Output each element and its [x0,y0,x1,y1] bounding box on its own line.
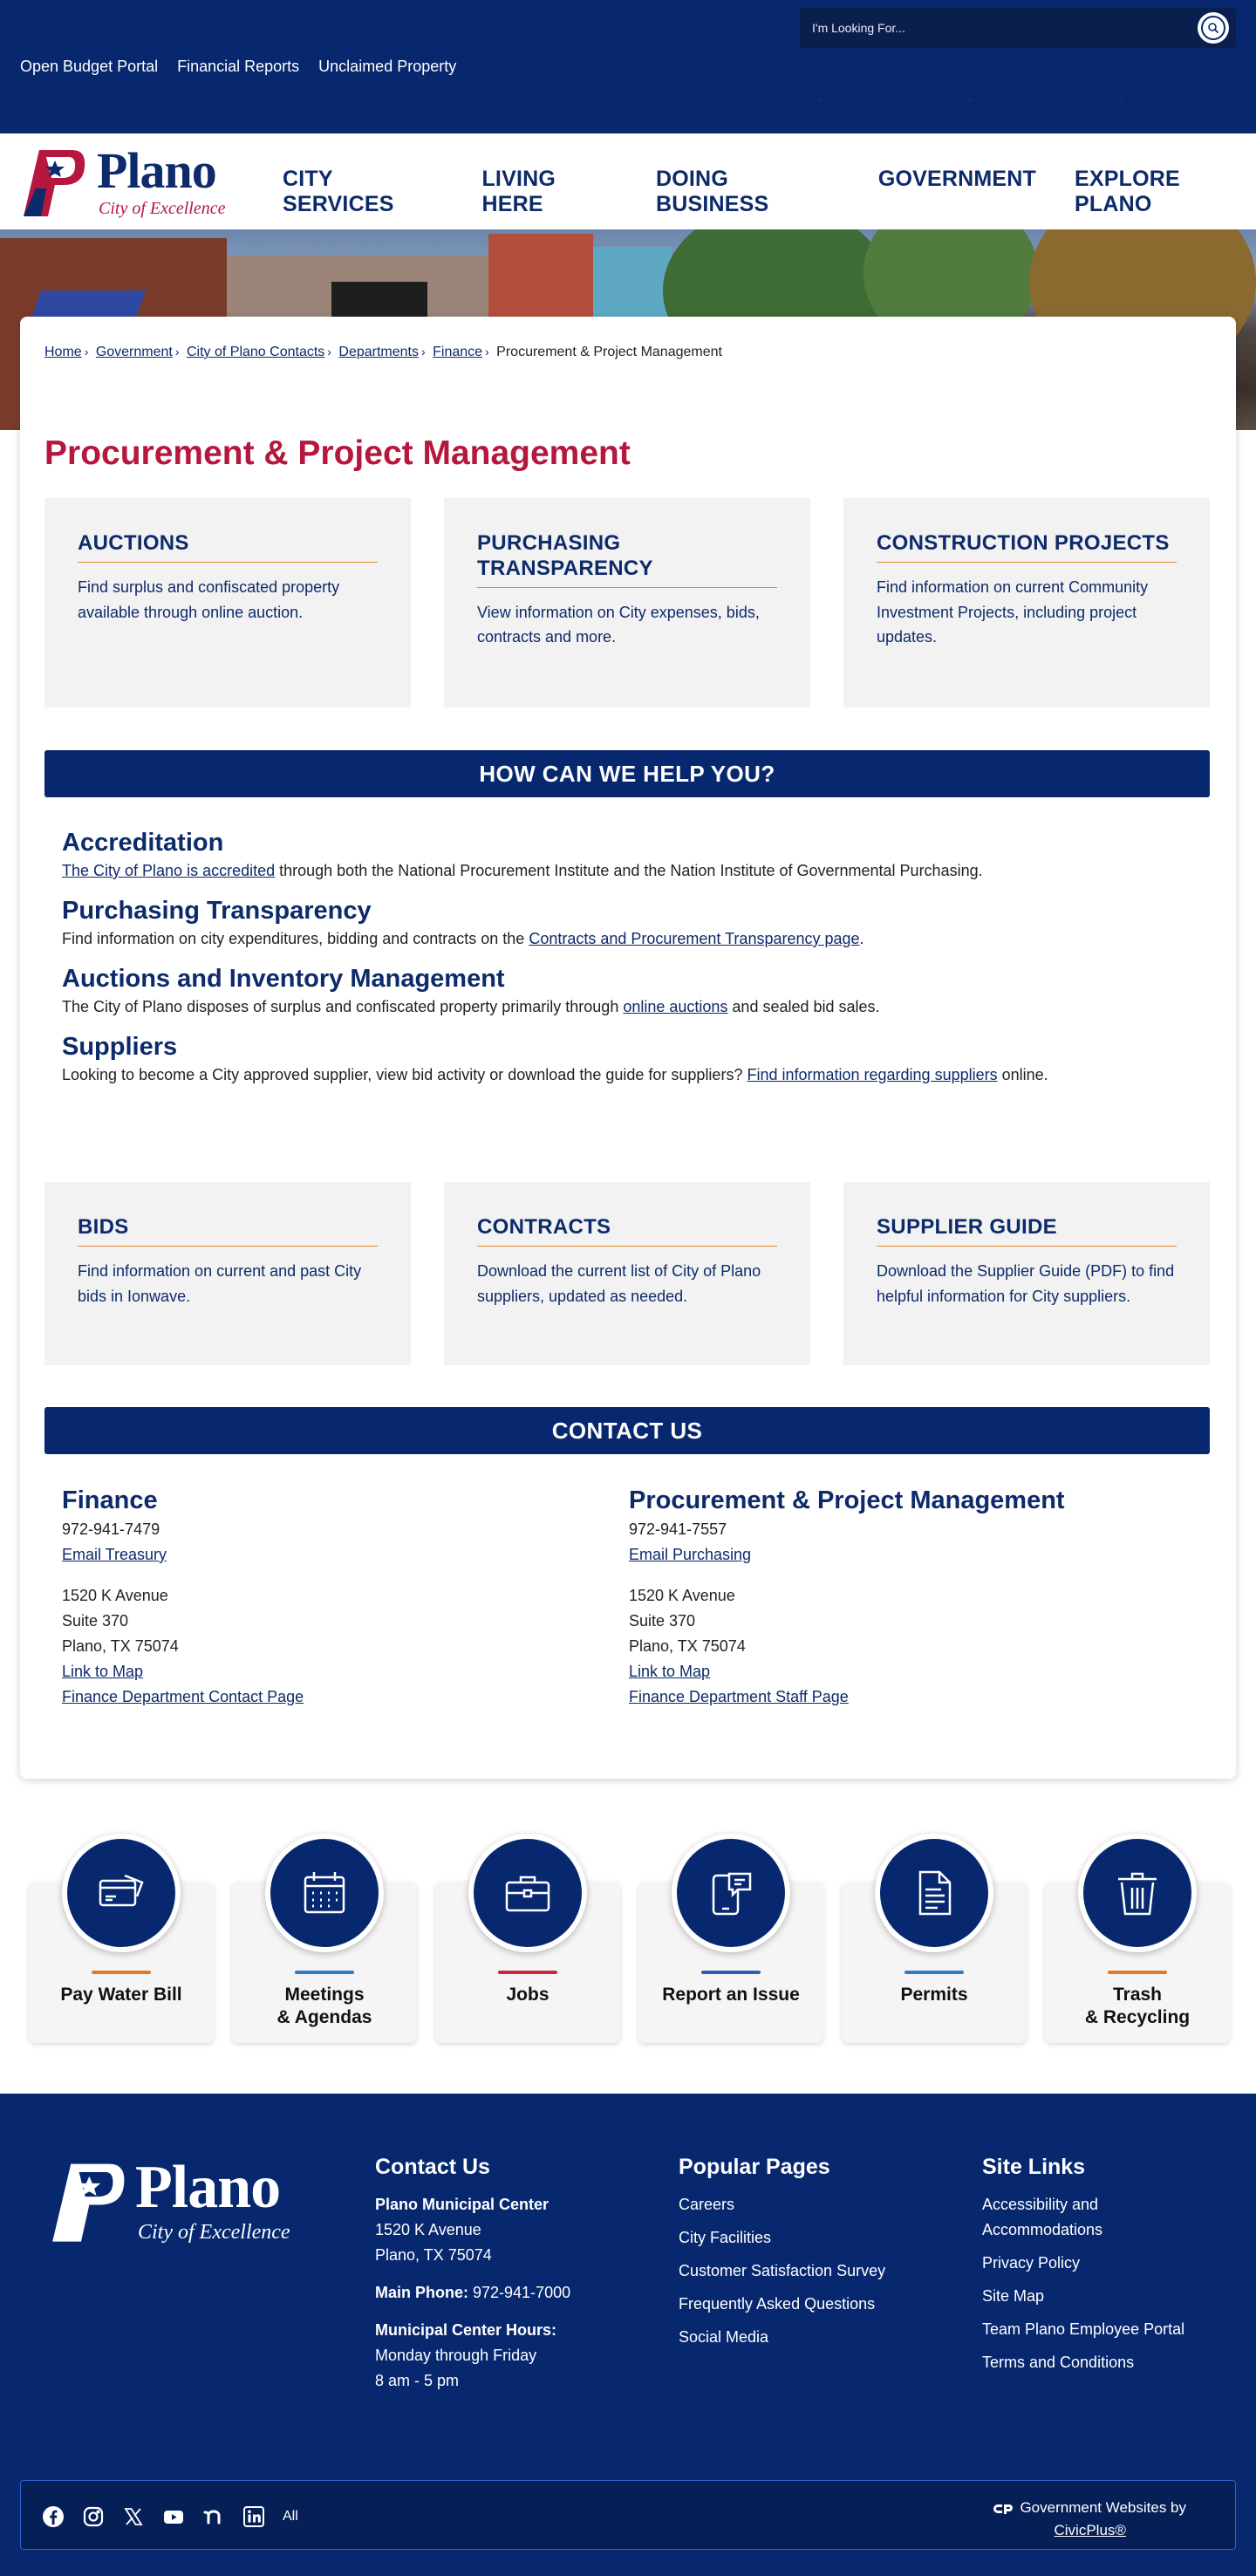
document-icon [906,1865,962,1921]
quick-link-label: Meetings & Agendas [276,1985,372,2028]
quick-link-rule [904,1971,964,1974]
breadcrumb-home[interactable]: Home [44,345,82,359]
quick-link-label: Permits [900,1985,968,2005]
city-facilities-link[interactable]: City Facilities [679,2229,772,2246]
phone-chat-icon [703,1865,759,1921]
accredited-link[interactable]: The City of Plano is accredited [62,861,276,879]
finance-staff-page-link[interactable]: Finance Department Staff Page [629,1687,849,1705]
text-fragment: Looking to become a City approved supplier, view bid activity or download the guide for suppliers? [62,1065,747,1083]
suppliers-text [62,1063,1196,1086]
contact-phone: 972-941-7557 [629,1520,727,1538]
privacy-policy-link[interactable]: Privacy Policy [982,2254,1081,2272]
address-line: Suite 370 [62,1611,129,1630]
site-footer [0,2094,1256,2576]
finance-contact-page-link[interactable]: Finance Department Contact Page [62,1687,304,1705]
quick-link-rule [701,1971,761,1974]
breadcrumb-departments[interactable]: Departments [338,345,419,359]
quick-link-label: Jobs [506,1985,550,2005]
report-an-issue-link[interactable] [638,1834,823,2043]
open-budget-portal-link[interactable]: Open Budget Portal [20,58,159,75]
feature-cards-top [44,498,1210,707]
card-title: AUCTIONS [78,531,378,563]
text-fragment: . [859,929,864,947]
card-description: Find information on current Community Investment Projects, including project updates. [877,577,1149,646]
accreditation-text [62,859,1196,882]
purchasing-transparency-text [62,927,1196,950]
text-fragment: and sealed bid sales. [727,997,880,1015]
pay-water-bill-link[interactable] [29,1834,213,2043]
auctions-inventory-text [62,995,1196,1018]
footer-logo-wordmark: Plano [135,2154,281,2221]
nav-doing-business[interactable]: DOING BUSINESS [656,167,769,216]
civicplus-logo-icon [993,2503,1014,2515]
email-purchasing-link[interactable]: Email Purchasing [629,1545,752,1563]
online-auctions-link[interactable]: online auctions [623,997,728,1015]
suppliers-item [62,1034,1196,1086]
footer-bottom-bar [20,2480,1236,2550]
help-heading-bar [44,750,1210,797]
quick-link-circle[interactable] [468,1834,587,1952]
jobs-link[interactable] [435,1834,619,2043]
breadcrumb-separator: › [485,345,489,359]
address-line: 1520 K Avenue [62,1586,168,1604]
site-header [0,133,1256,229]
quick-link-rule [1108,1971,1167,1974]
employee-portal-link[interactable]: Team Plano Employee Portal [982,2320,1185,2338]
footer-contact [375,2155,570,2394]
breadcrumb-government[interactable]: Government [95,345,173,359]
search-box [800,8,1236,48]
card-title: CONTRACTS [477,1215,777,1247]
municipal-center-name: Plano Municipal Center [375,2196,550,2213]
card-title: CONSTRUCTION PROJECTS [877,531,1177,563]
all-social-link[interactable]: All [283,2509,298,2524]
quick-link-rule [295,1971,354,1974]
quick-link-circle[interactable] [875,1834,993,1952]
page-title: Procurement & Project Management [44,434,631,472]
footer-logo-tagline: City of Excellence [138,2221,290,2244]
social-links [42,2505,298,2528]
footer-address: Plano, TX 75074 [375,2246,492,2264]
address-line: Plano, TX 75074 [62,1636,179,1655]
suppliers-heading: Suppliers [62,1032,178,1061]
accessibility-link[interactable]: Accessibility and Accommodations [982,2196,1103,2238]
help-section [62,830,1196,1102]
accreditation-item [62,830,1196,882]
card-title: SUPPLIER GUIDE [877,1215,1177,1247]
trash-can-icon [1109,1865,1165,1921]
quick-link-circle[interactable] [672,1834,790,1952]
logo-tagline: City of Excellence [99,199,226,218]
text-fragment: online. [997,1065,1048,1083]
search-button[interactable] [1198,12,1229,44]
contact-heading-bar [44,1407,1210,1454]
utility-links [20,58,456,76]
bids-card[interactable] [44,1182,411,1365]
instagram-icon[interactable] [82,2505,105,2528]
card-description: Find surplus and confiscated property available through online auction. [78,577,340,621]
auctions-card[interactable] [44,498,411,707]
site-links-title: Site Links [982,2155,1086,2179]
nav-city-services[interactable]: CITY SERVICES [283,167,394,216]
card-description: Find information on current and past City bids in Ionwave. [78,1261,362,1305]
supplier-guide-card[interactable] [843,1182,1210,1365]
decorative-dot [1118,98,1123,102]
quick-link-label: Report an Issue [662,1985,800,2005]
hours-label: Municipal Center Hours: [375,2321,557,2339]
auctions-inventory-heading: Auctions and Inventory Management [62,964,505,993]
feature-cards-bottom [44,1182,1210,1365]
contact-heading: CONTACT US [551,1417,703,1444]
transparency-page-link[interactable]: Contracts and Procurement Transparency page [529,929,860,947]
quick-link-circle[interactable] [265,1834,384,1952]
utility-bar [0,0,1256,133]
briefcase-icon [500,1865,556,1921]
text-fragment: The City of Plano disposes of surplus and confiscated property primarily through [62,997,624,1015]
permits-link[interactable] [842,1834,1026,2043]
hero-awning [331,282,427,317]
purchasing-transparency-card[interactable] [444,498,810,707]
civicplus-credit [993,2497,1186,2542]
satisfaction-survey-link[interactable]: Customer Satisfaction Survey [679,2262,886,2279]
contact-name: Procurement & Project Management [629,1486,1065,1514]
card-description: Download the current list of City of Plano suppliers, updated as needed. [477,1261,761,1305]
nav-explore-plano[interactable]: EXPLORE PLANO [1075,167,1180,216]
breadcrumb-separator: › [174,345,180,359]
breadcrumb-finance[interactable]: Finance [433,345,483,359]
plano-logo[interactable] [20,143,238,222]
help-heading: HOW CAN WE HELP YOU? [479,760,775,787]
gov-websites-by: Government Websites by [993,2497,1186,2519]
quick-link-label: Pay Water Bill [60,1985,182,2005]
card-title: BIDS [78,1215,378,1247]
calendar-icon [297,1865,352,1921]
purchasing-transparency-item [62,898,1196,950]
trash-recycling-link[interactable] [1045,1834,1229,2043]
quick-links [29,1834,1229,2043]
x-icon[interactable] [122,2505,145,2528]
contracts-card[interactable] [444,1182,810,1365]
breadcrumb-contacts[interactable]: City of Plano Contacts [186,345,325,359]
breadcrumb-current: Procurement & Project Management [496,345,722,359]
linkedin-icon[interactable] [242,2505,265,2528]
contacts-section [62,1487,1196,1710]
quick-link-circle[interactable] [62,1834,181,1952]
finance-contact [62,1487,629,1710]
unclaimed-property-link[interactable]: Unclaimed Property [318,58,457,75]
text-fragment: Find information on city expenditures, bidding and contracts on the [62,929,529,947]
footer-phone: Main Phone: 972-941-7000 [375,2284,571,2301]
youtube-icon[interactable] [162,2505,185,2528]
breadcrumb [44,345,722,360]
search-icon [1201,16,1225,40]
main-content [20,317,1236,1779]
address-line: 1520 K Avenue [629,1586,735,1604]
financial-reports-link[interactable]: Financial Reports [177,58,300,75]
accreditation-body: through both the National Procurement Institute and the Nation Institute of Governmental Purchasing. [275,861,983,879]
card-description: Download the Supplier Guide (PDF) to find helpful information for City suppliers. [877,1261,1175,1305]
meetings-agendas-link[interactable] [232,1834,416,2043]
nav-living-here[interactable]: LIVING HERE [481,167,556,216]
footer-contact-title: Contact Us [375,2155,490,2179]
email-treasury-link[interactable]: Email Treasury [62,1545,167,1563]
hours-line: Monday through Friday [375,2347,537,2364]
address-line: Suite 370 [629,1611,696,1630]
decorative-dot [818,98,823,102]
terms-link[interactable]: Terms and Conditions [982,2354,1135,2371]
footer-logo[interactable] [48,2154,290,2248]
map-link[interactable]: Link to Map [62,1662,144,1680]
contact-phone: 972-941-7479 [62,1520,160,1538]
map-link[interactable]: Link to Map [629,1662,711,1680]
quick-link-rule [498,1971,557,1974]
plano-star-logo-icon [48,2160,126,2244]
site-map-link[interactable]: Site Map [982,2287,1045,2305]
civicplus-link[interactable]: CivicPlus® [1054,2522,1126,2538]
decorative-dot [968,98,973,102]
popular-pages-title: Popular Pages [679,2155,830,2179]
auctions-inventory-item [62,966,1196,1018]
footer-site-links [982,2155,1184,2375]
plano-star-logo-icon [20,147,86,218]
quick-link-rule [92,1971,151,1974]
footer-address: 1520 K Avenue [375,2221,481,2238]
facebook-icon[interactable] [42,2505,65,2528]
purchasing-transparency-heading: Purchasing Transparency [62,896,372,925]
social-media-link[interactable]: Social Media [679,2328,769,2346]
careers-link[interactable]: Careers [679,2196,735,2213]
credit-card-icon [93,1865,149,1921]
contact-name: Finance [62,1486,158,1514]
main-navigation [283,167,1256,217]
address-line: Plano, TX 75074 [629,1636,746,1655]
construction-projects-card[interactable] [843,498,1210,707]
accreditation-heading: Accreditation [62,829,224,857]
search-input[interactable] [812,17,1178,39]
logo-wordmark: Plano [97,142,216,199]
quick-link-circle[interactable] [1078,1834,1197,1952]
hours-line: 8 am - 5 pm [375,2372,460,2389]
nextdoor-icon[interactable] [202,2505,225,2528]
card-description: View information on City expenses, bids, contracts and more. [477,603,760,646]
breadcrumb-separator: › [84,345,89,359]
nav-government[interactable]: GOVERNMENT [877,167,1037,191]
card-title: PURCHASING TRANSPARENCY [477,531,777,588]
procurement-contact [629,1487,1196,1710]
faq-link[interactable]: Frequently Asked Questions [679,2295,876,2313]
quick-link-label: Trash & Recycling [1084,1985,1191,2028]
breadcrumb-separator: › [421,345,426,359]
breadcrumb-separator: › [327,345,331,359]
footer-popular-pages [679,2155,885,2350]
suppliers-info-link[interactable]: Find information regarding suppliers [747,1065,998,1083]
